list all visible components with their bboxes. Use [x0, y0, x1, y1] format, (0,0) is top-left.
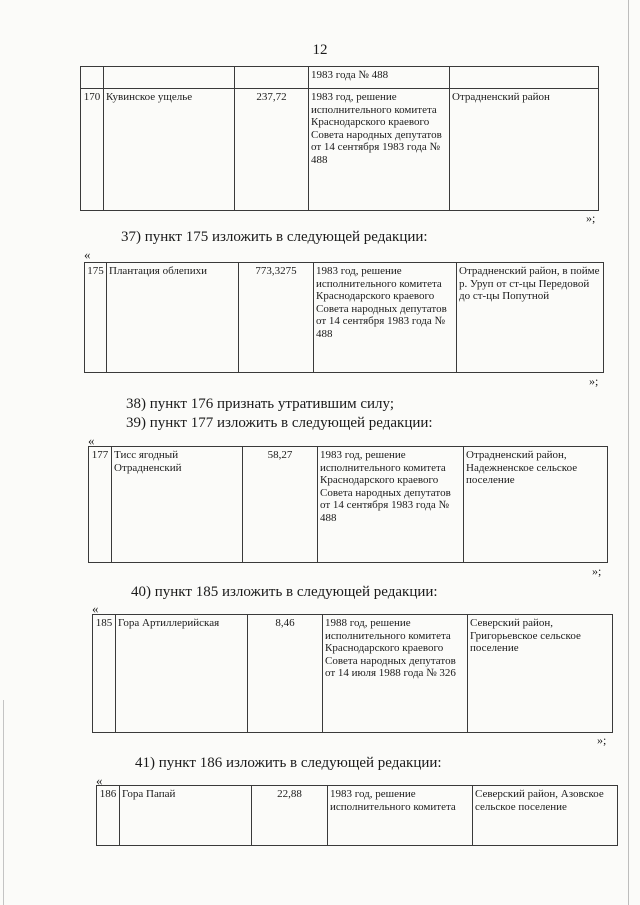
opening-quote: «	[92, 601, 99, 616]
table-row	[81, 67, 599, 89]
cell-location: Отрадненский район, в пойме р. Уруп от ст-цы Передовой до ст-цы Попутной	[457, 263, 604, 373]
table-row	[85, 263, 604, 373]
cell-num: 186	[97, 786, 120, 846]
table-continuation	[80, 66, 599, 89]
table-row	[89, 447, 608, 563]
cell-decision: 1983 год, решение исполнительного комитета	[328, 786, 473, 846]
paragraph-37: 37) пункт 175 изложить в следующей редакции:	[121, 229, 428, 245]
paragraph-39: 39) пункт 177 изложить в следующей редакции:	[126, 415, 433, 431]
cell-decision: 1983 год, решение исполнительного комитета Краснодарского краевого Совета народных депутатов от 14 сентября 1983 года № 488	[314, 263, 457, 373]
cell-name: Плантация облепихи	[107, 263, 239, 373]
cell-location: Северский район, Григорьевское сельское поселение	[468, 615, 613, 733]
cell-area: 58,27	[243, 447, 318, 563]
cell-area	[235, 67, 309, 89]
cell-decision: 1983 год, решение исполнительного комитета Краснодарского краевого Совета народных депутатов от 14 сентября 1983 года № 488	[309, 89, 450, 211]
table-175	[84, 262, 604, 373]
table-170	[80, 88, 599, 211]
cell-location: Отрадненский район	[450, 89, 599, 211]
paragraph-41: 41) пункт 186 изложить в следующей редакции:	[135, 755, 442, 771]
cell-num	[81, 67, 104, 89]
cell-area: 8,46	[248, 615, 323, 733]
opening-quote: «	[88, 433, 95, 448]
opening-quote: «	[84, 247, 91, 262]
paragraph-40: 40) пункт 185 изложить в следующей редакции:	[131, 584, 438, 600]
cell-location: Северский район, Азовское сельское поселение	[473, 786, 618, 846]
cell-area: 773,3275	[239, 263, 314, 373]
page-number: 12	[312, 42, 328, 58]
cell-decision: 1983 год, решение исполнительного комитета Краснодарского краевого Совета народных депутатов от 14 сентября 1983 года № 488	[318, 447, 464, 563]
cell-num: 170	[81, 89, 104, 211]
table-row	[93, 615, 613, 733]
cell-area: 22,88	[252, 786, 328, 846]
cell-decision: 1988 год, решение исполнительного комитета Краснодарского краевого Совета народных депутатов от 14 июля 1988 года № 326	[323, 615, 468, 733]
cell-name: Гора Папай	[120, 786, 252, 846]
cell-location: Отрадненский район, Надежненское сельское поселение	[464, 447, 608, 563]
cell-area: 237,72	[235, 89, 309, 211]
cell-num: 177	[89, 447, 112, 563]
paragraph-38: 38) пункт 176 признать утратившим силу;	[126, 396, 395, 412]
closing-quote: »;	[592, 564, 602, 578]
table-177	[88, 446, 608, 563]
cell-num: 175	[85, 263, 107, 373]
cell-name: Тисс ягодный Отрадненский	[112, 447, 243, 563]
cell-num: 185	[93, 615, 116, 733]
scan-edge-left	[3, 700, 4, 905]
cell-name: Гора Артиллерийская	[116, 615, 248, 733]
closing-quote: »;	[597, 733, 607, 747]
closing-quote: »;	[589, 374, 599, 388]
table-row	[81, 89, 599, 211]
closing-quote: »;	[586, 211, 596, 225]
table-185	[92, 614, 613, 733]
table-186	[96, 785, 618, 846]
cell-location	[450, 67, 599, 89]
cell-name: Кувинское ущелье	[104, 89, 235, 211]
table-row	[97, 786, 618, 846]
opening-quote: «	[96, 773, 103, 788]
scan-edge-right	[628, 0, 629, 905]
cell-decision: 1983 года № 488	[309, 67, 450, 89]
cell-name	[104, 67, 235, 89]
